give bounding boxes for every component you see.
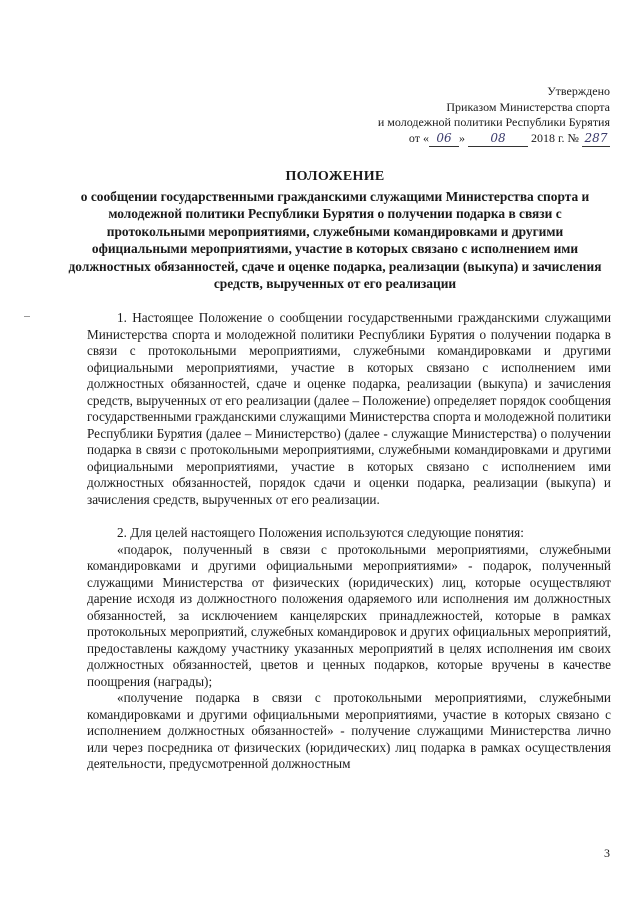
page-number: 3	[604, 846, 610, 860]
date-year: 2018 г. №	[530, 130, 579, 145]
title-subtitle: о сообщении государственными гражданскими служащими Министерства спорта и молодежной политики Республики Бурятия о получении подарка в связи с протокольными мероприятиями, служебными командировками и другими официальными мероприятиями, участие в которых связано с исполнением ими должностных обязанностей, сдаче и оценке подарка, реализации (выкупа) и зачисления средств, вырученных от его реализации	[68, 188, 602, 291]
paragraph-1: 1. Настоящее Положение о сообщении государственными гражданскими служащими Министерства спорта и молодежной политики Республики Бурятия о получении подарка в связи с протокольными мероприятиями, служебными командировками и другими официальными мероприятиями, участие в которых связано с исполнением ими должностных обязанностей, сдаче и оценке подарка, реализации (выкупа) и зачисления средств, вырученных от его реализации (далее – Положение) определяет порядок сообщения государственными гражданскими служащими Министерства спорта и молодежной политики Республики Бурятия (далее – Министерство) (далее - служащие Министерства) о получении подарка в связи с протокольными мероприятиями, служебными командировками и другими официальными мероприятиями, участие в которых связано с исполнением ими должностных обязанностей, порядок сдачи и оценки подарка, реализации (выкупа) и зачисления средств, вырученных от его реализации.	[87, 310, 612, 507]
document-title	[60, 168, 610, 293]
approval-line-3: и молодежной политики Республики Бурятия	[377, 115, 610, 129]
approval-date-line	[310, 131, 610, 148]
margin-mark	[24, 316, 30, 317]
approval-block	[310, 84, 610, 147]
paragraph-3: «подарок, полученный в связи с протокольными мероприятиями, служебными командировками и другими официальными мероприятиями» - подарок, полученный служащими Министерства от физических (юридических) лиц, которые осуществляют дарение исходя из должностного положения одаряемого или исполнения им должностных обязанностей, за исключением канцелярских принадлежностей, которые в рамках протокольных мероприятий, служебных командировок и других официальных мероприятий, предоставлены каждому участнику указанных мероприятий в целях исполнения им своих должностных обязанностей, цветов и ценных подарков, которые вручены в качестве поощрения (награды);	[87, 541, 611, 689]
handwritten-day: 06	[429, 131, 459, 148]
title-heading: ПОЛОЖЕНИЕ	[285, 169, 385, 184]
paragraph-2: 2. Для целей настоящего Положения используются следующие понятия:	[117, 525, 524, 540]
handwritten-order-number: 287	[582, 131, 610, 148]
paragraph-4: «получение подарка в связи с протокольными мероприятиями, служебными командировками и другими официальными мероприятиями, участие в которых связано с исполнением должностных обязанностей» - получение служащими Министерства лично или через посредника от физических (юридических) лиц подарка в рамках осуществления деятельности, предусмотренной должностным	[87, 690, 611, 771]
approval-line-2: Приказом Министерства спорта	[446, 99, 610, 114]
document-body	[87, 310, 611, 773]
date-mid: »	[458, 130, 465, 145]
date-prefix: от «	[408, 130, 429, 145]
approval-line-1: Утверждено	[547, 84, 610, 98]
handwritten-month: 08	[468, 131, 528, 148]
